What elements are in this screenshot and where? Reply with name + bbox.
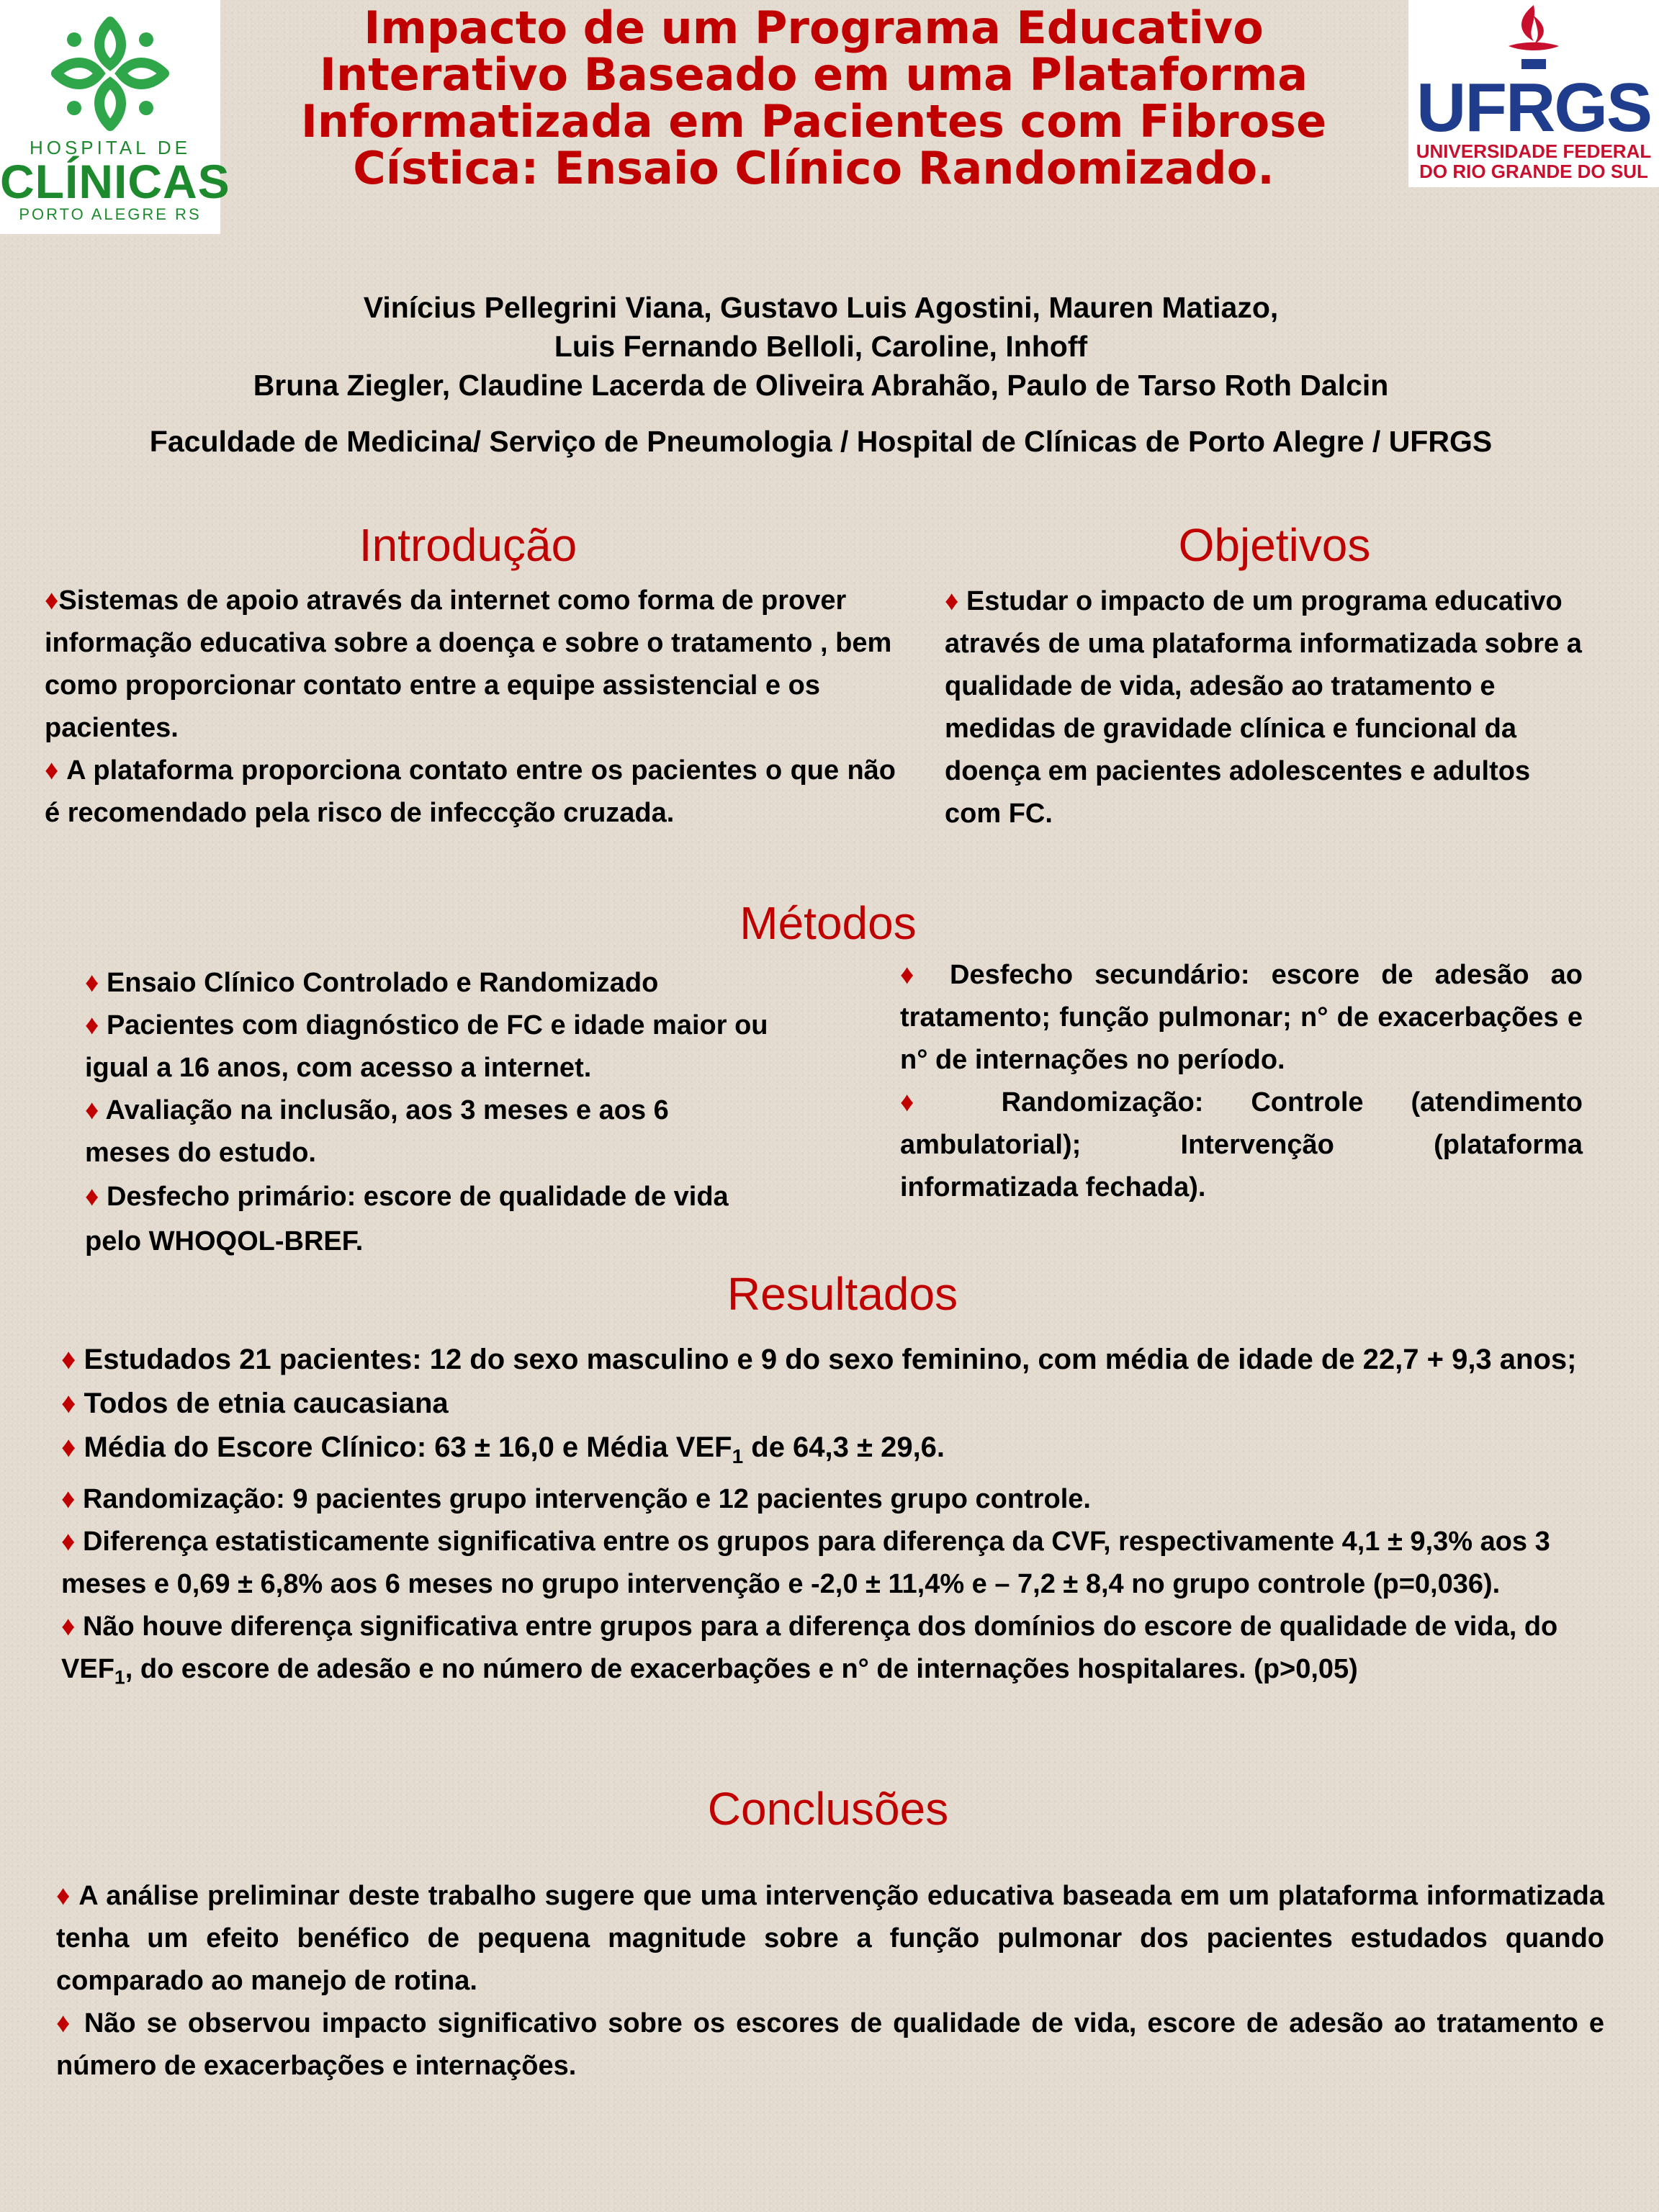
bullet-diamond-icon: ♦ — [61, 1344, 76, 1375]
resultados-item — [61, 1338, 1609, 1382]
ufrgs-logo-name: UFRGS — [1416, 69, 1651, 146]
resultados-text-5: Diferença estatisticamente significativa entre os grupos para diferença da CVF, respectivamente 4,1 ± 9,3% aos 3 meses e 0,69 ± 6,8% aos 6 meses no grupo intervenção e -2,0 ± 11,4% e – 7,2 ± 8,4 no grupo controle (p=0,036). — [61, 1527, 1550, 1599]
metodos-item — [85, 1089, 719, 1174]
ufrgs-logo-sub2: DO RIO GRANDE DO SUL — [1419, 161, 1648, 182]
bullet-diamond-icon: ♦ — [61, 1388, 76, 1419]
ufrgs-torch-icon — [1494, 1, 1573, 73]
objetivos-text-1: Estudar o impacto de um programa educativo através de uma plataforma informatizada sobre a qualidade de vida, adesão ao tratamento e medidas de gravidade clínica e funcional da doença em pacientes adolescentes e adultos com FC. — [945, 586, 1582, 829]
objetivos-body — [945, 580, 1593, 835]
bullet-diamond-icon: ♦ — [45, 585, 59, 616]
hospital-cross-icon — [45, 14, 175, 133]
title-line-2: Interativo Baseado em uma Plataforma — [319, 48, 1308, 101]
metodos-item — [85, 1004, 776, 1089]
introducao-paragraph-2 — [45, 750, 896, 835]
bullet-diamond-icon: ♦ — [900, 1087, 954, 1118]
bullet-diamond-icon: ♦ — [85, 1182, 99, 1212]
bullet-diamond-icon: ♦ — [85, 968, 99, 998]
resultados-text-3b: de 64,3 ± 29,6. — [743, 1431, 945, 1463]
resultados-text-2: Todos de etnia caucasiana — [76, 1388, 449, 1419]
bullet-diamond-icon: ♦ — [56, 2008, 73, 2038]
hospital-logo-line3: PORTO ALEGRE RS — [19, 205, 202, 223]
hospital-logo-line2: CLÍNICAS — [0, 155, 230, 208]
title-line-4: Cística: Ensaio Clínico Randomizado. — [353, 142, 1274, 194]
resultados-body — [61, 1338, 1609, 1699]
bullet-diamond-icon: ♦ — [85, 1095, 99, 1125]
resultados-item — [61, 1426, 1609, 1478]
resultados-item — [61, 1606, 1609, 1699]
resultados-text-6b: , do escore de adesão e no número de exacerbações e n° de internações hospitalares. (p>0,05) — [125, 1654, 1358, 1684]
metodos-right — [900, 954, 1583, 1209]
resultados-item — [61, 1478, 1609, 1521]
title-line-1: Impacto de um Programa Educativo — [364, 1, 1264, 54]
metodos-item — [900, 954, 1583, 1082]
bullet-diamond-icon: ♦ — [61, 1484, 76, 1514]
hospital-logo — [0, 0, 230, 234]
bullet-diamond-icon: ♦ — [85, 1010, 99, 1040]
resultados-subscript: 1 — [732, 1445, 744, 1467]
objetivos-paragraph-1 — [945, 580, 1593, 835]
conclusoes-item — [56, 2002, 1604, 2087]
bullet-diamond-icon: ♦ — [45, 755, 60, 786]
affiliation: Faculdade de Medicina/ Serviço de Pneumologia / Hospital de Clínicas de Porto Alegre / UFRGS — [149, 425, 1493, 458]
resultados-text-6a: Não houve diferença significativa entre grupos para a diferença dos domínios do escore de qualidade de vida, do VEF — [61, 1611, 1558, 1684]
authors-line-2: Luis Fernando Belloli, Caroline, Inhoff — [554, 330, 1088, 363]
resultados-heading: Resultados — [727, 1268, 958, 1320]
introducao-text-1: Sistemas de apoio através da internet como forma de prover informação educativa sobre a doença e sobre o tratamento , bem como proporcionar contato entre a equipe assistencial e os pacientes. — [45, 585, 892, 743]
metodos-left-text-1: Ensaio Clínico Controlado e Randomizado — [99, 968, 659, 998]
resultados-text-1: Estudados 21 pacientes: 12 do sexo masculino e 9 do sexo feminino, com média de idade de 22,7 + 9,3 anos; — [76, 1344, 1577, 1375]
introducao-body — [45, 580, 896, 835]
metodos-left-text-2: Pacientes com diagnóstico de FC e idade maior ou igual a 16 anos, com acesso a internet. — [85, 1010, 768, 1083]
bullet-diamond-icon: ♦ — [900, 960, 928, 990]
bullet-diamond-icon: ♦ — [945, 586, 959, 616]
metodos-item — [900, 1082, 1583, 1209]
metodos-item — [85, 962, 776, 1004]
bullet-diamond-icon: ♦ — [61, 1611, 76, 1642]
title-line-3: Informatizada em Pacientes com Fibrose — [300, 95, 1327, 148]
introducao-heading: Introdução — [359, 519, 577, 571]
metodos-item — [85, 1174, 733, 1264]
authors-line-1: Vinícius Pellegrini Viana, Gustavo Luis Agostini, Mauren Matiazo, — [363, 291, 1279, 324]
resultados-text-4: Randomização: 9 pacientes grupo intervenção e 12 pacientes grupo controle. — [75, 1484, 1091, 1514]
metodos-left-text-3: Avaliação na inclusão, aos 3 meses e aos 6 meses do estudo. — [85, 1095, 669, 1168]
metodos-right-text-2: Randomização: Controle (atendimento ambulatorial); Intervenção (plataforma informatizada fechada). — [900, 1087, 1583, 1202]
ufrgs-logo-sub1: UNIVERSIDADE FEDERAL — [1416, 140, 1652, 162]
resultados-subscript: 1 — [114, 1666, 125, 1689]
introducao-text-2: A plataforma proporciona contato entre os pacientes o que não é recomendado pela risco de infeccção cruzada. — [45, 755, 896, 828]
metodos-left-text-4: Desfecho primário: escore de qualidade de vida pelo WHOQOL-BREF. — [85, 1182, 729, 1256]
conclusoes-text-2: Não se observou impacto significativo sobre os escores de qualidade de vida, escore de adesão ao tratamento e número de exacerbações e internações. — [56, 2008, 1605, 2081]
conclusoes-body — [56, 1875, 1604, 2087]
metodos-right-text-1: Desfecho secundário: escore de adesão ao tratamento; função pulmonar; n° de exacerbações e n° de internações no período. — [900, 960, 1583, 1075]
resultados-item — [61, 1521, 1609, 1606]
bullet-diamond-icon: ♦ — [61, 1431, 76, 1463]
hospital-logo-line1: HOSPITAL DE — [29, 137, 192, 158]
conclusoes-heading: Conclusões — [707, 1783, 949, 1835]
bullet-diamond-icon: ♦ — [56, 1881, 71, 1911]
metodos-left — [85, 962, 776, 1264]
conclusoes-item — [56, 1875, 1604, 2002]
poster-title — [223, 1, 1404, 194]
objetivos-heading: Objetivos — [1178, 519, 1371, 571]
resultados-item — [61, 1382, 1609, 1426]
ufrgs-logo — [1408, 0, 1659, 187]
metodos-heading: Métodos — [739, 897, 917, 949]
bullet-diamond-icon: ♦ — [61, 1527, 76, 1557]
resultados-text-3a: Média do Escore Clínico: 63 ± 16,0 e Média VEF — [76, 1431, 732, 1463]
conclusoes-text-1: A análise preliminar deste trabalho sugere que uma intervenção educativa baseada em um plataforma informatizada tenha um efeito benéfico de pequena magnitude sobre a função pulmonar dos pacientes estudados quando comparado ao manejo de rotina. — [56, 1881, 1605, 1996]
authors-line-3: Bruna Ziegler, Claudine Lacerda de Oliveira Abrahão, Paulo de Tarso Roth Dalcin — [253, 369, 1389, 402]
introducao-paragraph-1 — [45, 580, 896, 750]
